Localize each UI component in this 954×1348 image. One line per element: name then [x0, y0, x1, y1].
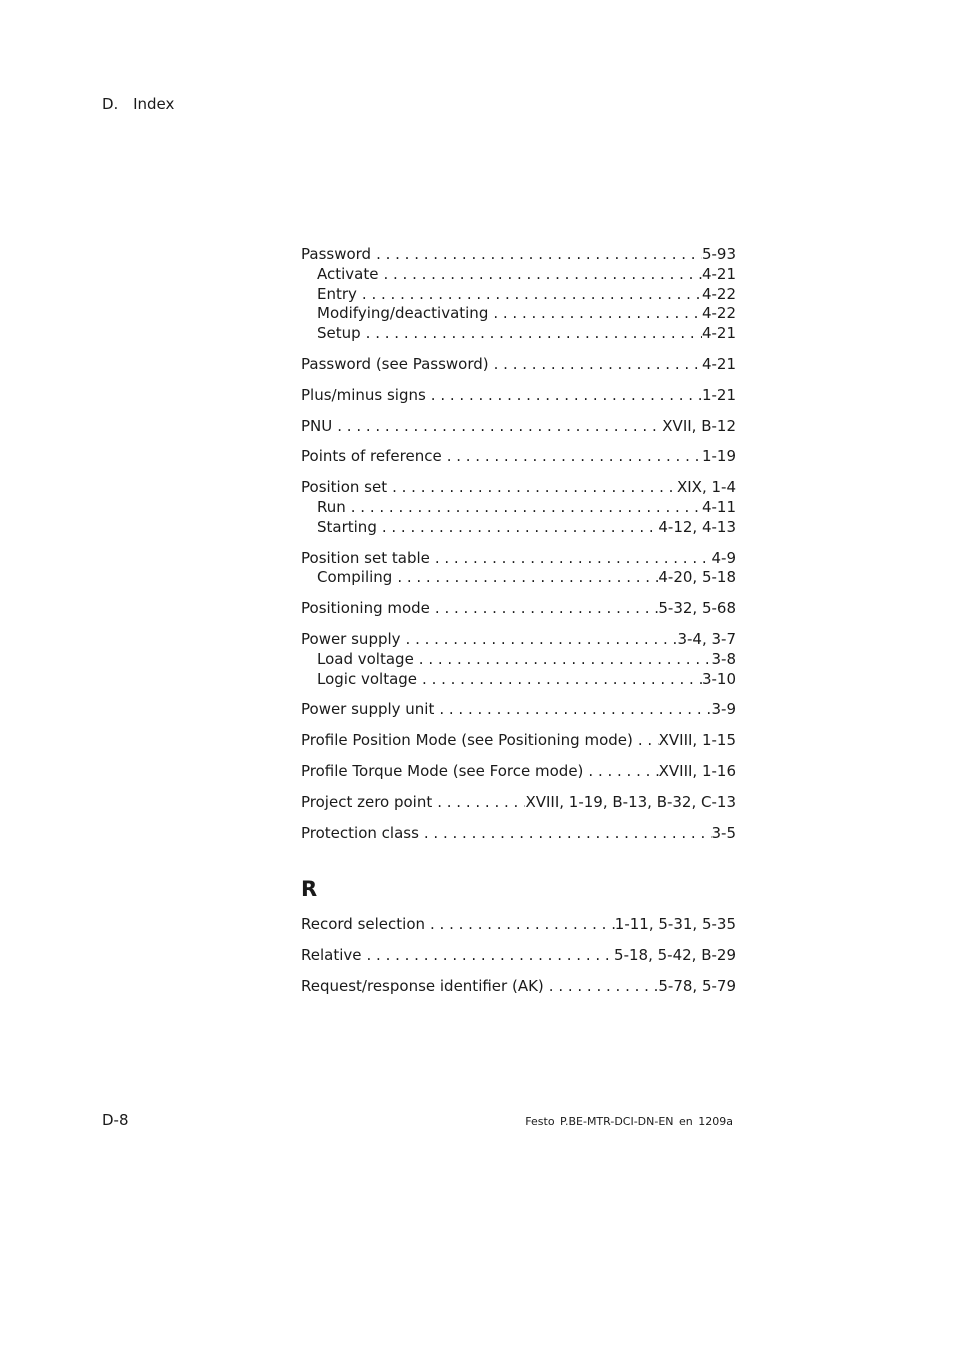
- dot-leader: [346, 498, 702, 518]
- index-entry: [301, 630, 736, 650]
- index-pages: 4-20, 5-18: [658, 568, 736, 587]
- dot-leader: [401, 630, 678, 650]
- index-term: Activate: [317, 264, 379, 283]
- index-term: Logic voltage: [317, 669, 418, 688]
- index-entry: [301, 549, 736, 569]
- dot-leader: [419, 824, 712, 844]
- index-group: [301, 762, 736, 782]
- index-subentry: [301, 518, 736, 538]
- index-group: [301, 824, 736, 844]
- dot-leader: [378, 265, 701, 285]
- dot-leader: [357, 285, 702, 305]
- dot-leader: [430, 549, 712, 569]
- index-pages: 5-78, 5-79: [658, 976, 736, 995]
- dot-leader: [414, 650, 712, 670]
- index-pages: 4-9: [711, 548, 736, 567]
- index-subentry: [301, 304, 736, 324]
- running-header: [102, 95, 174, 113]
- index-term: Load voltage: [317, 649, 414, 668]
- index-group: [301, 447, 736, 467]
- index-section: [301, 245, 736, 843]
- document-reference: Festo P.BE-MTR-DCI-DN-EN en 1209a: [525, 1115, 733, 1128]
- index-subentry: [301, 285, 736, 305]
- index-term: Password (see Password): [301, 354, 489, 373]
- index-term: Starting: [317, 517, 377, 536]
- index-term: Compiling: [317, 568, 393, 587]
- index-group: [301, 599, 736, 619]
- index-entry: [301, 731, 736, 751]
- index-term: Run: [317, 497, 346, 516]
- index-subentry: [301, 265, 736, 285]
- index-entry: [301, 824, 736, 844]
- dot-leader: [489, 355, 702, 375]
- index-term: Power supply: [301, 629, 401, 648]
- index-entry: [301, 355, 736, 375]
- dot-leader: [583, 762, 658, 782]
- index-term: Profile Torque Mode (see Force mode): [301, 761, 584, 780]
- dot-leader: [430, 599, 658, 619]
- page-number: D-8: [102, 1111, 129, 1129]
- index-term: Protection class: [301, 823, 419, 842]
- index-term: Position set table: [301, 548, 430, 567]
- index-pages: 5-32, 5-68: [658, 599, 736, 618]
- dot-leader: [426, 386, 702, 406]
- dot-leader: [332, 417, 662, 437]
- index-pages: 3-10: [701, 669, 736, 688]
- index-entry: [301, 478, 736, 498]
- index-group: [301, 417, 736, 437]
- index-term: Setup: [317, 324, 361, 343]
- index-group: [301, 946, 736, 966]
- index-entry: [301, 447, 736, 467]
- dot-leader: [377, 518, 659, 538]
- index-group: [301, 977, 736, 997]
- index-pages: 3-9: [711, 700, 736, 719]
- dot-leader: [387, 478, 677, 498]
- index-term: Entry: [317, 284, 357, 303]
- index-list: [301, 245, 736, 1008]
- dot-leader: [432, 793, 525, 813]
- index-pages: 4-21: [701, 354, 736, 373]
- index-term: Power supply unit: [301, 700, 435, 719]
- index-entry: [301, 386, 736, 406]
- index-group: [301, 915, 736, 935]
- index-pages: 4-21: [701, 264, 736, 283]
- index-entry: [301, 599, 736, 619]
- index-subentry: [301, 498, 736, 518]
- index-subentry: [301, 568, 736, 588]
- index-group: [301, 793, 736, 813]
- index-group: [301, 700, 736, 720]
- index-entry: [301, 700, 736, 720]
- dot-leader: [633, 731, 659, 751]
- index-term: Position set: [301, 478, 388, 497]
- index-term: Request/response identifier (AK): [301, 976, 544, 995]
- index-group: [301, 478, 736, 537]
- index-pages: 3-8: [711, 649, 736, 668]
- index-term: Modifying/deactivating: [317, 304, 489, 323]
- index-subentry: [301, 650, 736, 670]
- dot-leader: [434, 700, 711, 720]
- index-term: Plus/minus signs: [301, 385, 426, 404]
- index-term: Password: [301, 245, 372, 263]
- index-term: Profile Position Mode (see Positioning mode): [301, 731, 633, 750]
- index-entry: [301, 977, 736, 997]
- index-pages: XVII, B-12: [662, 416, 736, 435]
- dot-leader: [544, 977, 659, 997]
- index-term: Record selection: [301, 915, 426, 934]
- dot-leader: [442, 447, 702, 467]
- section-letter: R: [301, 877, 318, 902]
- index-pages: XIX, 1-4: [676, 478, 736, 497]
- index-pages: 3-5: [711, 823, 736, 842]
- chapter-title: Index: [133, 95, 175, 113]
- index-pages: 5-93: [701, 245, 736, 263]
- index-group: [301, 245, 736, 344]
- index-pages: 4-12, 4-13: [658, 517, 736, 536]
- index-pages: XVIII, 1-15: [658, 731, 736, 750]
- index-group: [301, 731, 736, 751]
- index-section: [301, 877, 736, 996]
- index-pages: 1-11, 5-31, 5-35: [614, 915, 736, 934]
- index-pages: XVIII, 1-16: [658, 761, 736, 780]
- index-group: [301, 355, 736, 375]
- index-pages: 5-18, 5-42, B-29: [614, 946, 736, 965]
- index-term: Relative: [301, 946, 362, 965]
- index-entry: [301, 762, 736, 782]
- index-entry: [301, 417, 736, 437]
- index-pages: 1-21: [701, 385, 736, 404]
- index-entry: [301, 793, 736, 813]
- index-term: Project zero point: [301, 792, 433, 811]
- index-subentry: [301, 670, 736, 690]
- index-term: PNU: [301, 416, 333, 435]
- index-term: Positioning mode: [301, 599, 430, 618]
- dot-leader: [425, 915, 615, 935]
- dot-leader: [371, 245, 702, 265]
- index-group: [301, 549, 736, 589]
- index-pages: 4-22: [701, 284, 736, 303]
- index-pages: 4-11: [701, 497, 736, 516]
- index-pages: 1-19: [701, 447, 736, 466]
- dot-leader: [488, 304, 702, 324]
- index-entry: [301, 245, 736, 265]
- index-term: Points of reference: [301, 447, 442, 466]
- dot-leader: [392, 568, 658, 588]
- index-pages: XVIII, 1-19, B-13, B-32, C-13: [525, 792, 736, 811]
- index-entry: [301, 946, 736, 966]
- index-group: [301, 386, 736, 406]
- index-group: [301, 630, 736, 689]
- dot-leader: [361, 324, 702, 344]
- dot-leader: [417, 670, 702, 690]
- index-pages: 4-22: [701, 304, 736, 323]
- index-entry: [301, 915, 736, 935]
- dot-leader: [362, 946, 615, 966]
- index-pages: 4-21: [701, 324, 736, 343]
- index-subentry: [301, 324, 736, 344]
- chapter-label: D.: [102, 95, 119, 113]
- index-pages: 3-4, 3-7: [677, 629, 736, 648]
